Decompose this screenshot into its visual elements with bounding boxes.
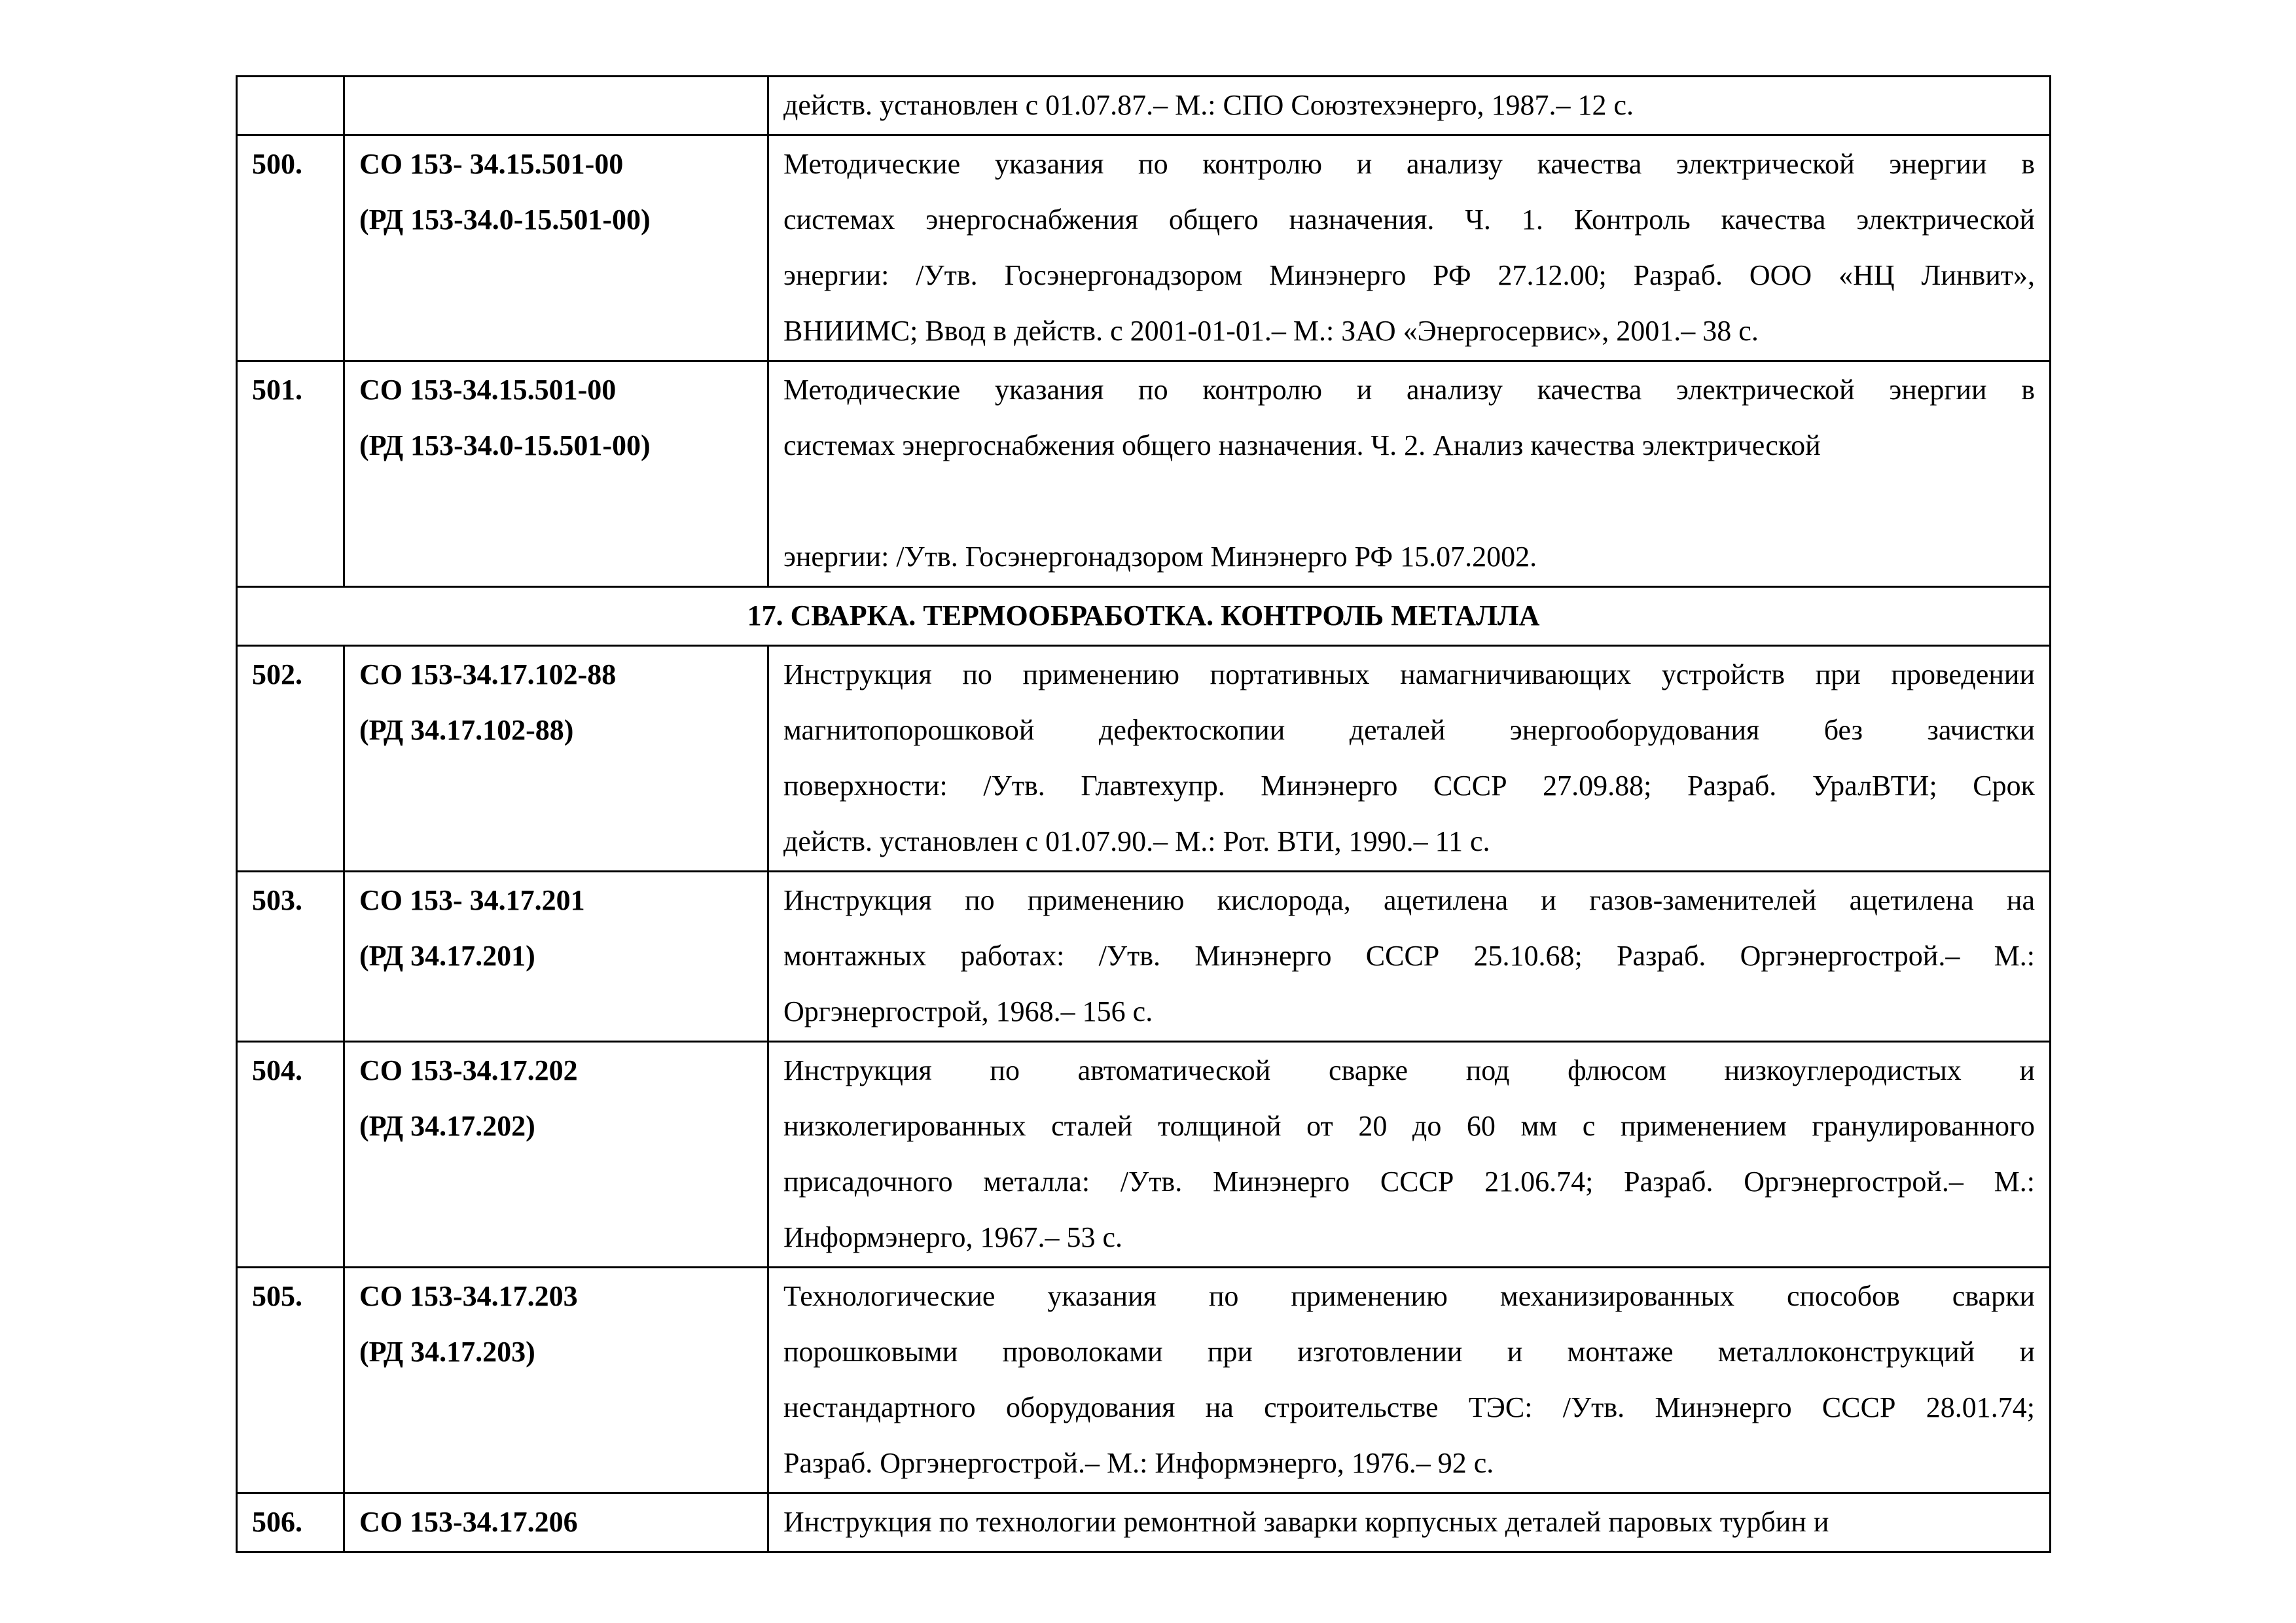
entry-number: 506. bbox=[237, 1493, 344, 1552]
document-code-alt: (РД 34.17.203) bbox=[359, 1336, 535, 1368]
table-row bbox=[237, 872, 2051, 1042]
table-row bbox=[237, 77, 2051, 135]
document-code: СО 153-34.17.203 bbox=[359, 1280, 578, 1312]
description-line: системах энергоснабжения общего назначения. Ч. 1. Контроль качества электрической bbox=[783, 204, 2035, 236]
section-title: 17. СВАРКА. ТЕРМООБРАБОТКА. КОНТРОЛЬ МЕТАЛЛА bbox=[237, 587, 2051, 646]
section-header-row bbox=[237, 587, 2051, 646]
description-line: монтажных работах: /Утв. Минэнерго СССР 25.10.68; Разраб. Оргэнергострой.– М.: bbox=[783, 940, 2035, 972]
description-line: Инструкция по применению портативных намагничивающих устройств при проведении bbox=[783, 658, 2035, 690]
entry-number bbox=[237, 77, 344, 135]
description-line: системах энергоснабжения общего назначения. Ч. 2. Анализ качества электрической bbox=[783, 429, 1821, 461]
document-code-cell bbox=[344, 1042, 768, 1268]
document-code-alt: (РД 153-34.0-15.501-00) bbox=[359, 204, 651, 236]
table-body bbox=[237, 77, 2051, 1552]
entry-number: 501. bbox=[237, 361, 344, 587]
table-row bbox=[237, 1042, 2051, 1268]
description-line: Информэнерго, 1967.– 53 с. bbox=[783, 1221, 1122, 1253]
document-page bbox=[236, 75, 2049, 1553]
entry-number: 502. bbox=[237, 646, 344, 872]
description-line: Методические указания по контролю и анализу качества электрической энергии в bbox=[783, 148, 2035, 180]
description-line: энергии: /Утв. Госэнергонадзором Минэнерго РФ 15.07.2002. bbox=[783, 541, 1537, 573]
document-code-alt: (РД 34.17.102-88) bbox=[359, 714, 574, 746]
description-line: порошковыми проволоками при изготовлении и монтаже металлоконструкций и bbox=[783, 1336, 2035, 1368]
description-line: ВНИИМС; Ввод в действ. с 2001-01-01.– М.: ЗАО «Энергосервис», 2001.– 38 с. bbox=[783, 315, 1759, 347]
description-line: Технологические указания по применению механизированных способов сварки bbox=[783, 1280, 2035, 1312]
standards-table bbox=[236, 75, 2051, 1553]
document-code-alt: (РД 153-34.0-15.501-00) bbox=[359, 429, 651, 461]
description-line: Инструкция по применению кислорода, ацетилена и газов-заменителей ацетилена на bbox=[783, 884, 2035, 916]
document-code-cell bbox=[344, 77, 768, 135]
description-line: действ. установлен с 01.07.90.– М.: Рот. ВТИ, 1990.– 11 с. bbox=[783, 825, 1490, 857]
description-line: Инструкция по технологии ремонтной заварки корпусных деталей паровых турбин и bbox=[783, 1506, 1829, 1538]
description-line: низколегированных сталей толщиной от 20 до 60 мм с применением гранулированного bbox=[783, 1110, 2035, 1142]
description-line: магнитопорошковой дефектоскопии деталей энергооборудования без зачистки bbox=[783, 714, 2035, 746]
blank-line bbox=[783, 473, 2035, 529]
table-row bbox=[237, 135, 2051, 361]
description-line: нестандартного оборудования на строительстве ТЭС: /Утв. Минэнерго СССР 28.01.74; bbox=[783, 1391, 2035, 1423]
document-code: СО 153-34.15.501-00 bbox=[359, 374, 617, 406]
document-code-alt: (РД 34.17.202) bbox=[359, 1110, 535, 1142]
document-code-cell bbox=[344, 646, 768, 872]
description-line: действ. установлен с 01.07.87.– М.: СПО Союзтехэнерго, 1987.– 12 с. bbox=[783, 89, 1634, 121]
document-code: СО 153-34.17.202 bbox=[359, 1054, 578, 1086]
document-code: СО 153- 34.15.501-00 bbox=[359, 148, 624, 180]
document-description bbox=[768, 872, 2051, 1042]
table-row bbox=[237, 361, 2051, 587]
entry-number: 500. bbox=[237, 135, 344, 361]
document-code-cell bbox=[344, 361, 768, 587]
document-description bbox=[768, 77, 2051, 135]
document-description bbox=[768, 1493, 2051, 1552]
document-code-cell bbox=[344, 872, 768, 1042]
document-code-cell bbox=[344, 135, 768, 361]
document-description bbox=[768, 135, 2051, 361]
description-line: энергии: /Утв. Госэнергонадзором Минэнерго РФ 27.12.00; Разраб. ООО «НЦ Линвит», bbox=[783, 259, 2035, 291]
document-description bbox=[768, 1042, 2051, 1268]
description-line: поверхности: /Утв. Главтехупр. Минэнерго СССР 27.09.88; Разраб. УралВТИ; Срок bbox=[783, 770, 2035, 802]
document-code-cell bbox=[344, 1268, 768, 1493]
description-line: Оргэнергострой, 1968.– 156 с. bbox=[783, 995, 1153, 1027]
description-line: Методические указания по контролю и анализу качества электрической энергии в bbox=[783, 374, 2035, 406]
entry-number: 505. bbox=[237, 1268, 344, 1493]
document-description bbox=[768, 1268, 2051, 1493]
document-description bbox=[768, 361, 2051, 587]
table-row bbox=[237, 1268, 2051, 1493]
entry-number: 504. bbox=[237, 1042, 344, 1268]
entry-number: 503. bbox=[237, 872, 344, 1042]
table-row bbox=[237, 646, 2051, 872]
document-code: СО 153- 34.17.201 bbox=[359, 884, 585, 916]
table-row bbox=[237, 1493, 2051, 1552]
description-line: Инструкция по автоматической сварке под флюсом низкоуглеродистых и bbox=[783, 1054, 2035, 1086]
document-description bbox=[768, 646, 2051, 872]
description-line: Разраб. Оргэнергострой.– М.: Информэнерго, 1976.– 92 с. bbox=[783, 1447, 1494, 1479]
document-code: СО 153-34.17.102-88 bbox=[359, 658, 617, 690]
document-code-alt: (РД 34.17.201) bbox=[359, 940, 535, 972]
document-code-cell bbox=[344, 1493, 768, 1552]
description-line: присадочного металла: /Утв. Минэнерго СССР 21.06.74; Разраб. Оргэнергострой.– М.: bbox=[783, 1166, 2035, 1198]
document-code: СО 153-34.17.206 bbox=[359, 1506, 578, 1538]
